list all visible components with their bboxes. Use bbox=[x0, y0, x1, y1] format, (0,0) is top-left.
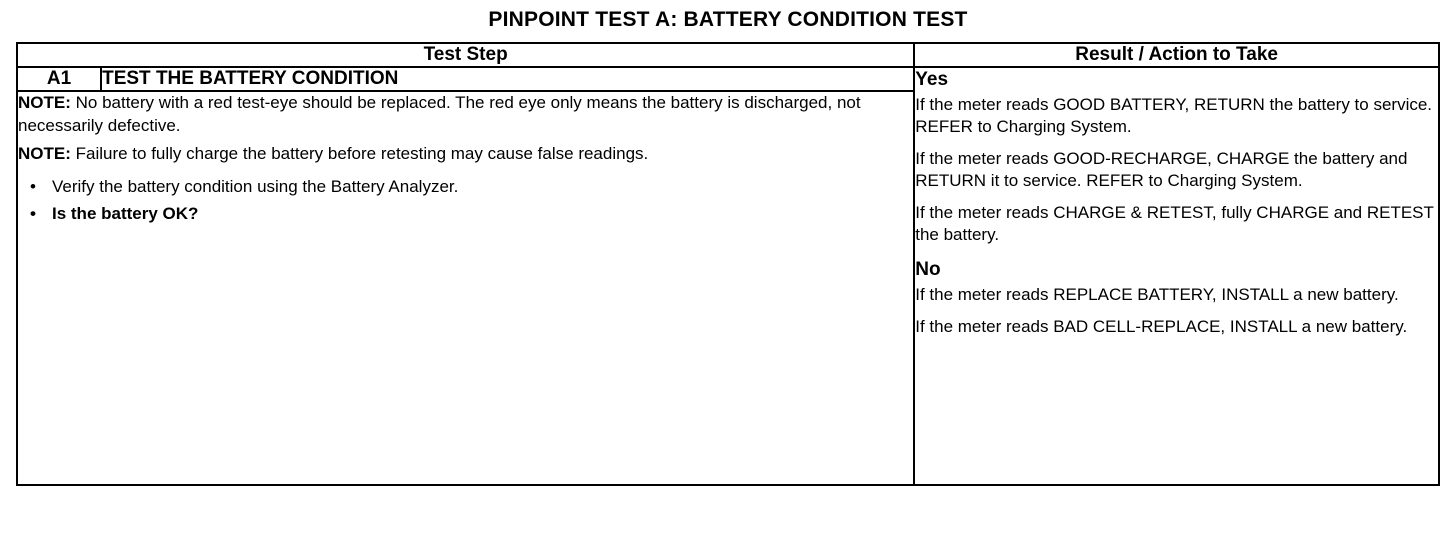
bullet-text-2: Is the battery OK? bbox=[52, 203, 199, 223]
result-no-label: No bbox=[915, 259, 941, 281]
result-action-cell bbox=[914, 67, 1439, 485]
note-text-1: No battery with a red test-eye should be replaced. The red eye only means the battery is discharged, not necessarily defective. bbox=[18, 93, 861, 135]
bullet-marker-icon: • bbox=[30, 176, 36, 196]
step-title-row bbox=[17, 67, 1439, 91]
step-note-1 bbox=[18, 92, 913, 137]
result-no-action-1: If the meter reads REPLACE BATTERY, INSTALL a new battery. bbox=[915, 284, 1399, 304]
bullet-marker-icon: • bbox=[30, 203, 36, 223]
result-yes-action-3: If the meter reads CHARGE & RETEST, fully CHARGE and RETEST the battery. bbox=[915, 203, 1434, 245]
step-title: TEST THE BATTERY CONDITION bbox=[101, 67, 914, 91]
bullet-text-1: Verify the battery condition using the Battery Analyzer. bbox=[52, 176, 459, 196]
result-no-action-2: If the meter reads BAD CELL-REPLACE, INSTALL a new battery. bbox=[915, 317, 1408, 337]
step-body-cell bbox=[17, 91, 914, 485]
step-id: A1 bbox=[17, 67, 101, 91]
note-text-2: Failure to fully charge the battery before retesting may cause false readings. bbox=[70, 144, 649, 164]
result-yes-action-2: If the meter reads GOOD-RECHARGE, CHARGE the battery and RETURN it to service. REFER to Charging System. bbox=[915, 148, 1408, 190]
note-label-1: NOTE: bbox=[18, 93, 71, 112]
column-header-result-action: Result / Action to Take bbox=[914, 43, 1439, 67]
pinpoint-test-table bbox=[16, 42, 1440, 486]
result-yes-label: Yes bbox=[915, 69, 949, 90]
result-yes-action-1: If the meter reads GOOD BATTERY, RETURN the battery to service. REFER to Charging System. bbox=[915, 94, 1433, 136]
step-note-2 bbox=[18, 143, 913, 166]
table-header-row bbox=[17, 43, 1439, 67]
column-header-test-step: Test Step bbox=[17, 43, 914, 67]
step-bullet-list bbox=[18, 176, 913, 226]
list-item bbox=[18, 203, 913, 226]
note-label-2: NOTE: bbox=[18, 144, 71, 164]
list-item bbox=[18, 176, 913, 199]
page-title: PINPOINT TEST A: BATTERY CONDITION TEST bbox=[488, 8, 968, 31]
